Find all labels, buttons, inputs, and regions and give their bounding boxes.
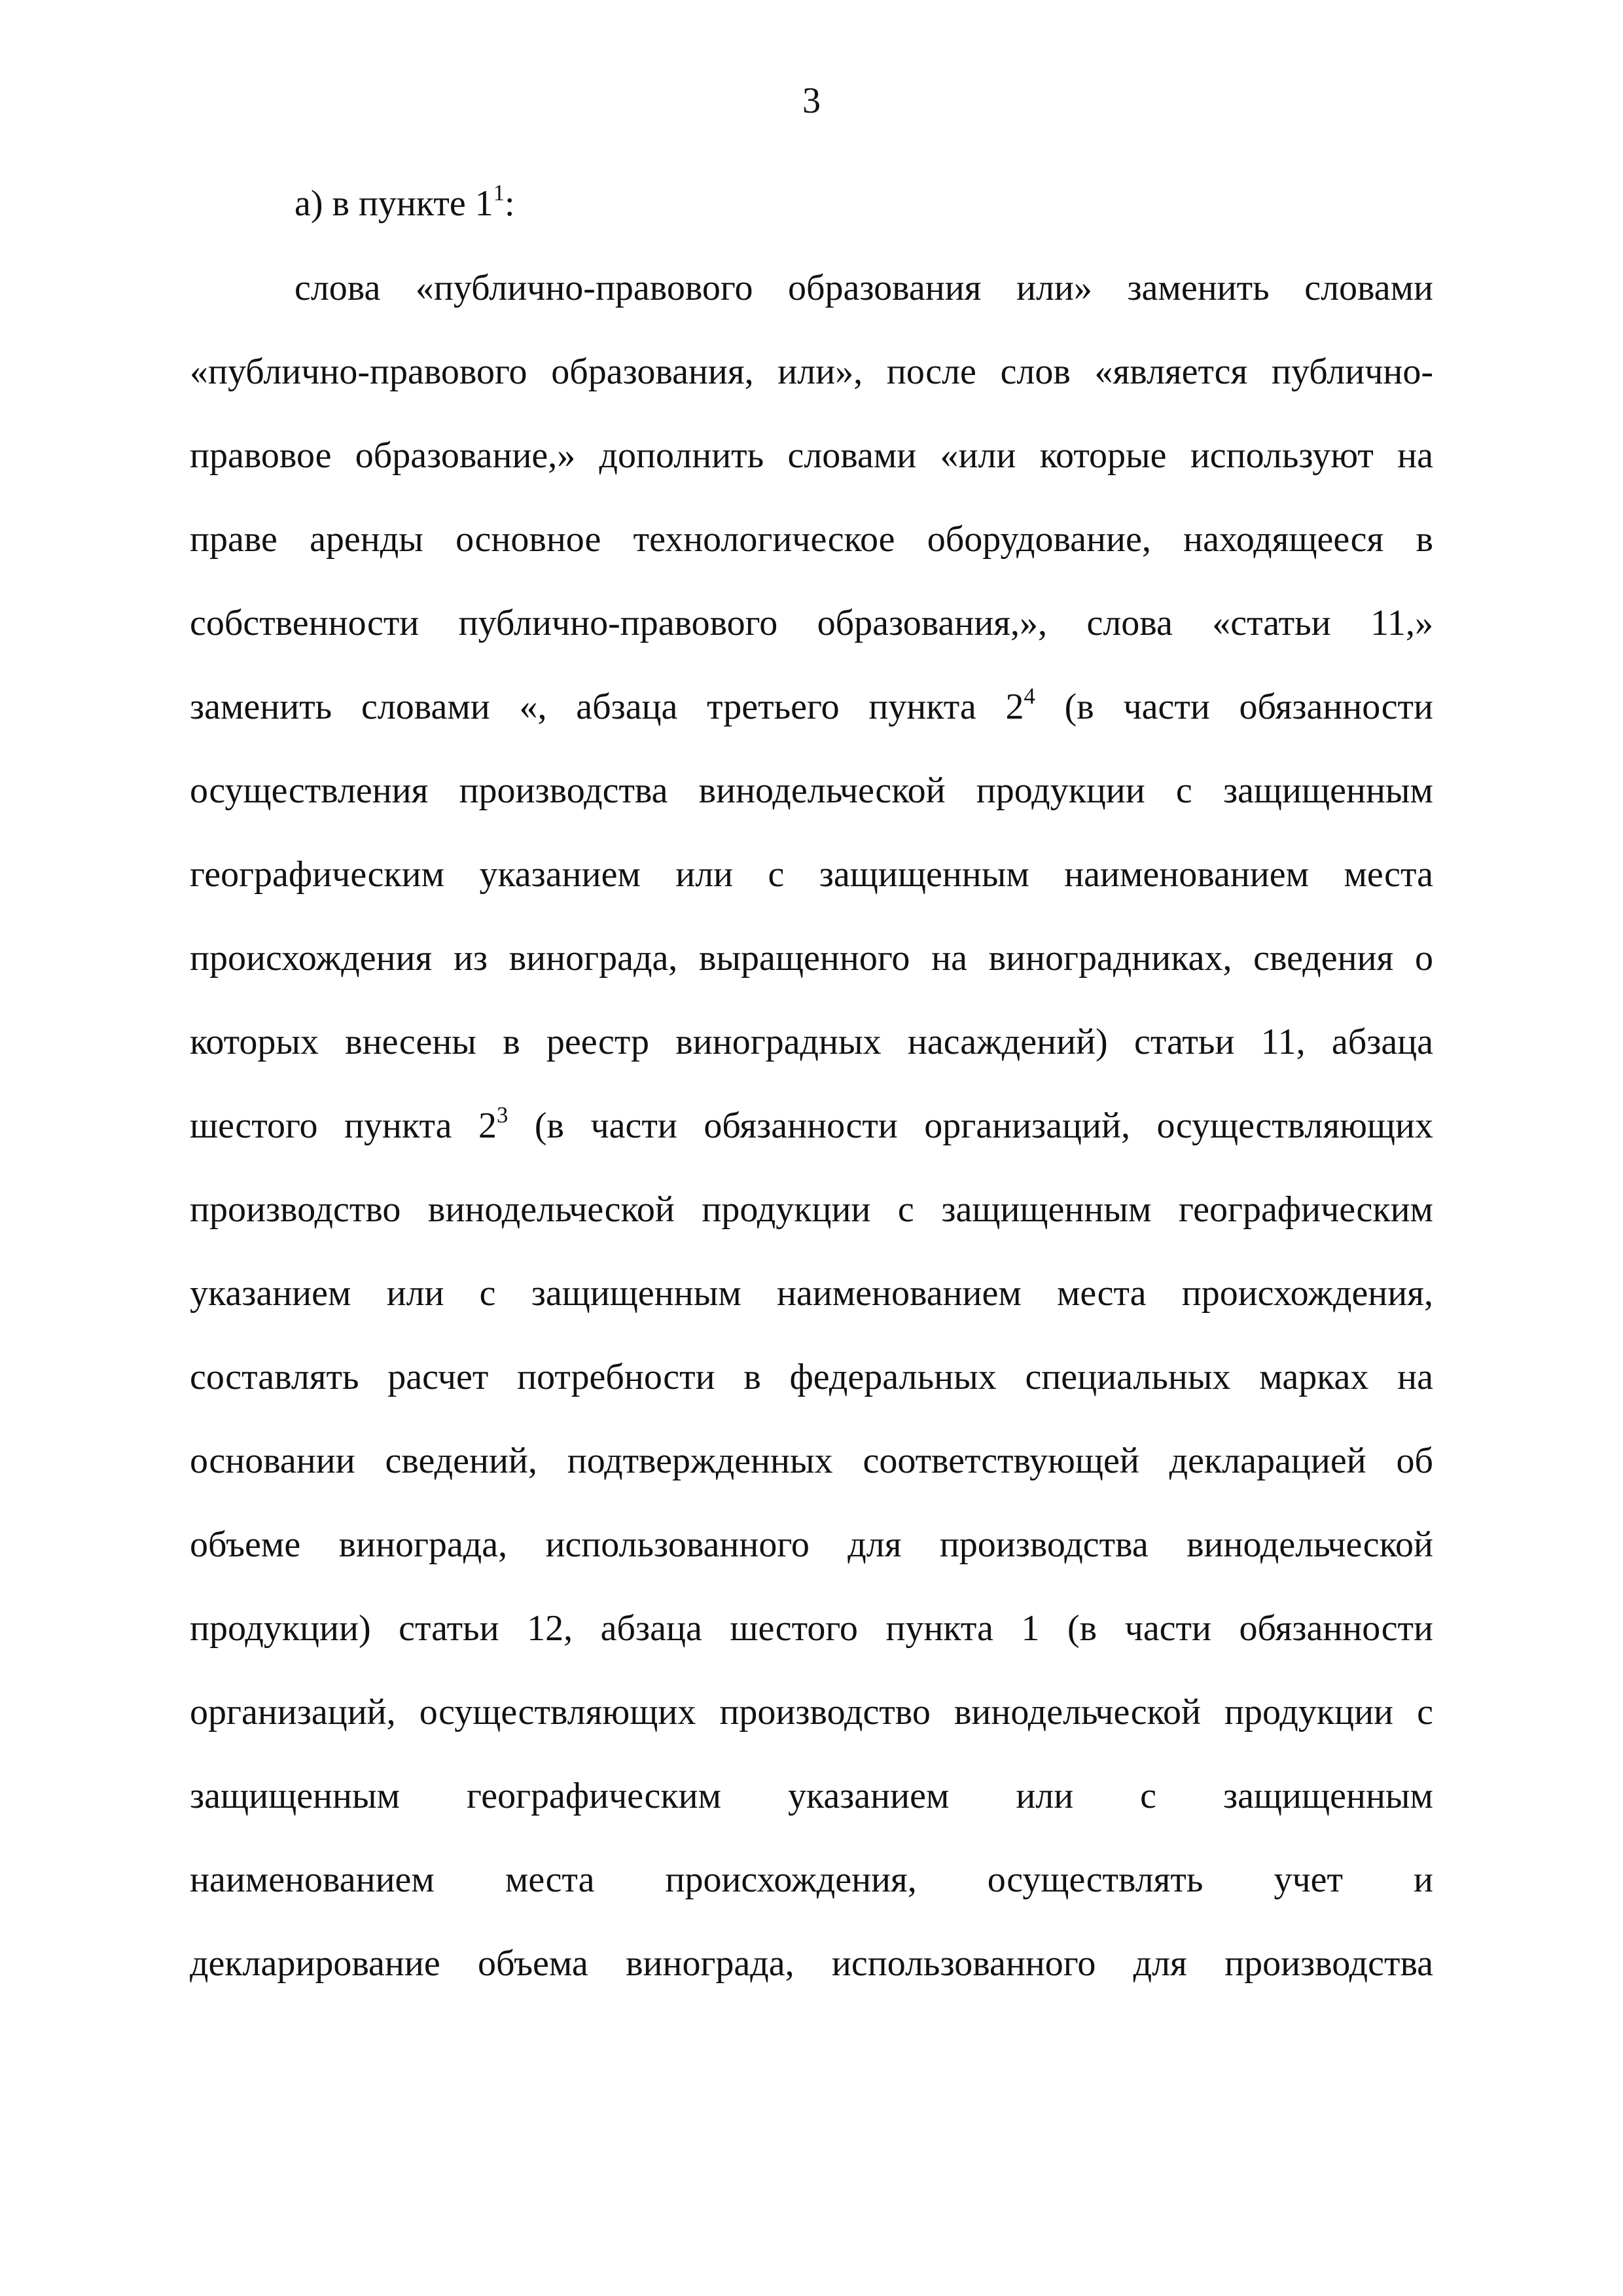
paragraph-line: [190, 1251, 1433, 1335]
paragraph-line: [190, 1168, 1433, 1251]
line-text: которых внесены в реестр виноградных насаждений) статьи 11, абзаца: [190, 1022, 1433, 1062]
line-text: декларирование объема винограда, использованного для производства: [190, 1943, 1433, 1984]
paragraph-line: [190, 665, 1433, 749]
paragraph-line: [190, 916, 1433, 1000]
paragraph-line: [190, 246, 1433, 330]
line-text: «публично-правового образования, или», после слов «является публично-: [190, 351, 1433, 392]
line-text: защищенным географическим указанием или с защищенным: [190, 1776, 1433, 1816]
line-text: географическим указанием или с защищенным наименованием места: [190, 854, 1433, 895]
paragraph-line: [190, 1587, 1433, 1670]
paragraph-line: [190, 1838, 1433, 1922]
line-text: наименованием места происхождения, осуществлять учет и: [190, 1859, 1433, 1900]
paragraph-line: [190, 1754, 1433, 1838]
line-text: организаций, осуществляющих производство винодельческой продукции с: [190, 1692, 1433, 1732]
paragraph-line: [190, 1000, 1433, 1084]
body-paragraph: [190, 246, 1433, 2005]
line-text: заменить словами «, абзаца третьего пункта 2: [190, 687, 1024, 727]
line-text: слова «публично-правового образования или» заменить словами: [294, 268, 1433, 308]
paragraph-line: [190, 1503, 1433, 1587]
subitem-heading-superscript: 1: [493, 179, 505, 206]
line-text: собственности публично-правового образования,», слова «статьи 11,»: [190, 603, 1433, 643]
heading-block: [190, 162, 1433, 245]
paragraph-line: [190, 1084, 1433, 1168]
paragraph-line: [190, 1670, 1433, 1754]
superscript-index: 3: [497, 1102, 508, 1128]
paragraph-line: [190, 1419, 1433, 1503]
page-number: 3: [802, 81, 821, 121]
line-text: составлять расчет потребности в федеральных специальных марках на: [190, 1357, 1433, 1397]
line-text: праве аренды основное технологическое оборудование, находящееся в: [190, 519, 1433, 560]
line-text: продукции) статьи 12, абзаца шестого пункта 1 (в части обязанности: [190, 1608, 1433, 1649]
line-text: шестого пункта 2: [190, 1105, 497, 1146]
paragraph-line: [190, 1335, 1433, 1419]
line-text-continued: (в части обязанности: [1035, 687, 1433, 727]
line-text: объеме винограда, использованного для производства винодельческой: [190, 1524, 1433, 1565]
line-text: правовое образование,» дополнить словами «или которые используют на: [190, 435, 1433, 476]
subitem-heading-colon: :: [505, 183, 515, 224]
paragraph-line: [190, 1922, 1433, 2005]
subitem-heading: [190, 162, 1433, 245]
line-text: указанием или с защищенным наименованием места происхождения,: [190, 1273, 1433, 1314]
superscript-index: 4: [1024, 683, 1035, 709]
paragraph-line: [190, 749, 1433, 833]
paragraph-line: [190, 581, 1433, 665]
line-text: осуществления производства винодельческой продукции с защищенным: [190, 770, 1433, 811]
subitem-heading-text: а) в пункте 1: [294, 183, 493, 224]
paragraph-line: [190, 414, 1433, 497]
line-text-continued: (в части обязанности организаций, осуществляющих: [508, 1105, 1433, 1146]
paragraph-line: [190, 330, 1433, 414]
paragraph-line: [190, 497, 1433, 581]
line-text: производство винодельческой продукции с защищенным географическим: [190, 1189, 1433, 1230]
paragraph-line: [190, 833, 1433, 916]
line-text: происхождения из винограда, выращенного на виноградниках, сведения о: [190, 938, 1433, 978]
line-text: основании сведений, подтвержденных соответствующей декларацией об: [190, 1441, 1433, 1481]
